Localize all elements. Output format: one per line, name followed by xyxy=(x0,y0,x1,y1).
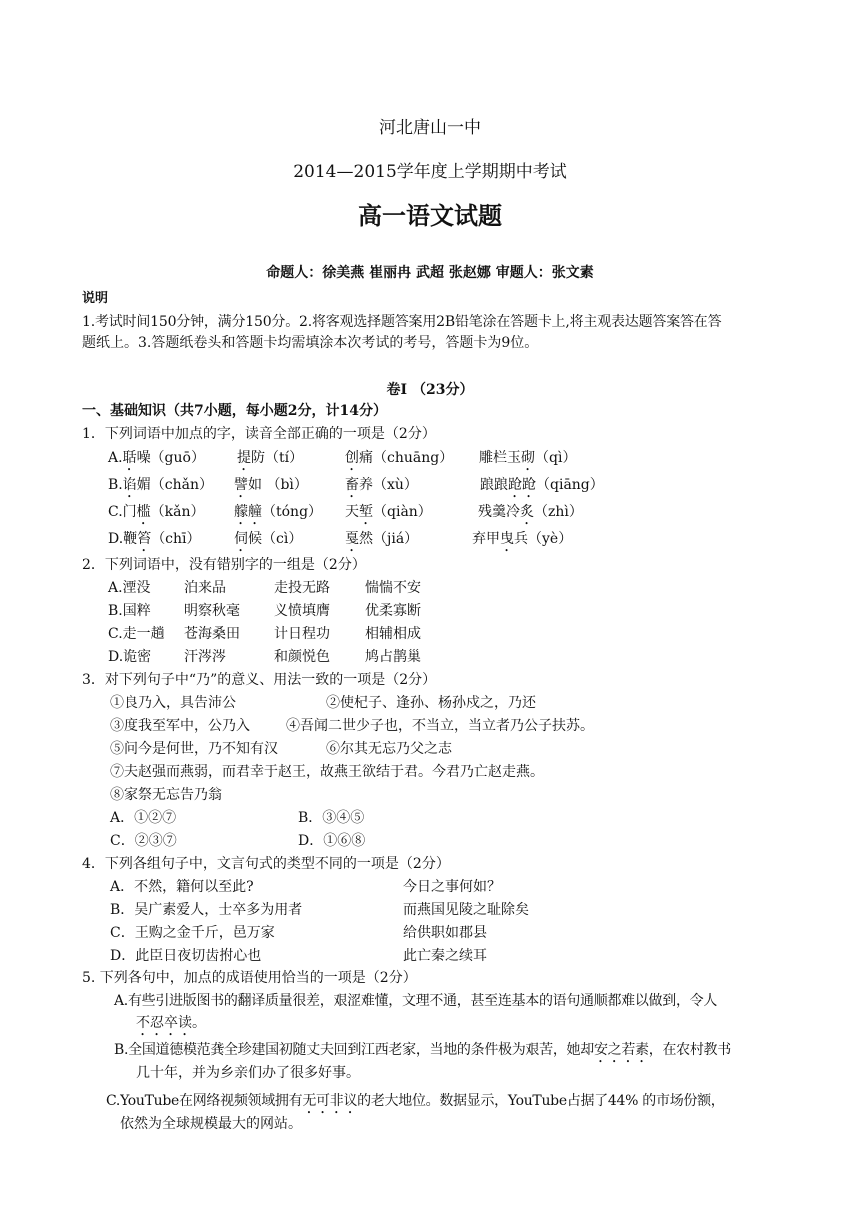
q4-option-d-right: 此亡秦之续耳 xyxy=(403,948,487,964)
q2-option-b-word-3: 义愤填膺 xyxy=(274,603,330,619)
q2-option-c-word-2: 苍海桑田 xyxy=(184,626,240,642)
q1-option-b-term-2: 譬如 （bì） xyxy=(234,477,308,493)
q2-option-d-word-4: 鸠占鹊巢 xyxy=(365,649,421,665)
q3-sentence-5: ⑤问今是何世，乃不知有汉 xyxy=(110,741,278,757)
q5-option-c-line-1: C.YouTube在网络视频领域拥有无可非议的老大地位。数据显示，YouTube占据了44% 的市场份额， xyxy=(106,1093,725,1109)
q3-sentence-3: ③度我至军中，公乃入 xyxy=(110,718,250,734)
q4-option-c-right: 给供职如郡县 xyxy=(403,925,487,941)
q4-option-d-left: D．此臣日夜切齿拊心也 xyxy=(110,948,262,964)
page-title: 高一语文试题 xyxy=(358,202,502,230)
q2-option-a-word-2: 泊来品 xyxy=(184,580,226,596)
q3-sentence-6: ⑥尔其无忘乃父之志 xyxy=(326,741,452,757)
volume-heading: 卷Ⅰ （23分） xyxy=(386,382,474,398)
q2-option-b-word-1: B.国粹 xyxy=(108,603,151,619)
q2-option-b-word-4: 优柔寡断 xyxy=(365,603,421,619)
q2-option-d-word-1: D.诡密 xyxy=(108,649,152,665)
exam-term: 2014—2015学年度上学期期中考试 xyxy=(293,162,567,182)
q1-option-d-term-4: 弃甲曳兵（yè） xyxy=(472,531,573,547)
q2-option-a-word-4: 惴惴不安 xyxy=(365,580,421,596)
q4-option-b-right: 而燕国见陵之耻除矣 xyxy=(403,902,529,918)
question-1-stem: 1．下列词语中加点的字，读音全部正确的一项是（2分） xyxy=(82,426,436,442)
q2-option-c-word-1: C.走一趟 xyxy=(108,626,165,642)
q2-option-a-word-3: 走投无路 xyxy=(274,580,330,596)
q2-option-a-word-1: A.湮没 xyxy=(108,580,151,596)
instructions-label: 说明 xyxy=(82,291,109,306)
q3-sentence-7: ⑦夫赵强而燕弱，而君幸于赵王，故燕王欲结于君。今君乃亡赵走燕。 xyxy=(110,764,544,780)
q4-option-c-left: C．王购之金千斤，邑万家 xyxy=(110,925,275,941)
school-name: 河北唐山一中 xyxy=(379,118,481,138)
q2-option-c-word-4: 相辅相成 xyxy=(365,626,421,642)
q5-option-a-line-2: 不忍卒读。 xyxy=(136,1015,206,1031)
q1-option-a-term-1: A.聒噪（guō） xyxy=(108,450,205,466)
q3-sentence-4: ④吾闻二世少子也，不当立，当立者乃公子扶苏。 xyxy=(286,718,594,734)
q1-option-b-term-1: B.谄媚（chǎn） xyxy=(108,477,213,493)
q1-option-c-term-4: 残羹冷炙（zhì） xyxy=(478,504,583,520)
q3-option-b: B．③④⑤ xyxy=(298,810,365,826)
q3-option-d: D．①⑥⑧ xyxy=(298,833,366,849)
q5-option-c-line-2: 依然为全球规模最大的网站。 xyxy=(120,1116,302,1132)
q5-option-b-line-2: 几十年，并为乡亲们办了很多好事。 xyxy=(136,1065,360,1081)
q1-option-d-term-2: 伺候（cì） xyxy=(234,531,303,547)
q5-option-c-idiom: 无可非议 xyxy=(302,1093,358,1109)
q2-option-d-word-3: 和颜悦色 xyxy=(274,649,330,665)
q1-option-d-term-3: 戛然（jiá） xyxy=(345,531,419,547)
instructions-line-1: 1.考试时间150分钟，满分150分。2.将客观选择题答案用2B铅笔涂在答题卡上,将主观表达题答案答在答 xyxy=(82,314,722,330)
q2-option-b-word-2: 明察秋毫 xyxy=(184,603,240,619)
q1-option-b-term-4: 踉踉跄跄（qiāng） xyxy=(480,477,604,493)
instructions-line-2: 题纸上。3.答题纸卷头和答题卡均需填涂本次考试的考号，答题卡为9位。 xyxy=(82,335,539,351)
question-2-stem: 2．下列词语中，没有错别字的一组是（2分） xyxy=(82,557,366,573)
authors-line: 命题人：徐美燕 崔丽冉 武超 张赵娜 审题人：张文素 xyxy=(266,265,594,281)
q3-sentence-1: ①良乃入，具告沛公 xyxy=(110,695,236,711)
q4-option-b-left: B．吴广素爱人，士卒多为用者 xyxy=(110,902,303,918)
q3-option-a: A．①②⑦ xyxy=(110,810,177,826)
q1-option-c-term-1: C.门槛（kǎn） xyxy=(108,504,205,520)
q5-option-b-idiom: 安之若素 xyxy=(593,1042,649,1058)
question-3-stem: 3．对下列句子中“乃”的意义、用法一致的一项是（2分） xyxy=(82,672,437,688)
question-5-stem: 5. 下列各句中，加点的成语使用恰当的一项是（2分） xyxy=(82,970,417,986)
q1-option-c-term-3: 天堑（qiàn） xyxy=(345,504,432,520)
q2-option-d-word-2: 汗涔涔 xyxy=(184,649,226,665)
q3-sentence-8: ⑧家祭无忘告乃翁 xyxy=(110,787,222,803)
q5-option-a-idiom: 不忍卒读 xyxy=(136,1015,192,1031)
q2-option-c-word-3: 计日程功 xyxy=(274,626,330,642)
q3-option-c: C．②③⑦ xyxy=(110,833,177,849)
q1-option-a-term-2: 提防（tí） xyxy=(237,450,304,466)
question-4-stem: 4．下列各组句子中，文言句式的类型不同的一项是（2分） xyxy=(82,856,450,872)
section-heading: 一、基础知识（共7小题，每小题2分，计14分） xyxy=(82,403,387,419)
q5-option-a-line-1: A.有些引进版图书的翻译质量很差，艰涩难懂，文理不通，甚至连基本的语句通顺都难以做到，令人 xyxy=(114,993,718,1009)
q1-option-b-term-3: 畜养（xù） xyxy=(345,477,418,493)
q3-sentence-2: ②使杞子、逢孙、杨孙戍之，乃还 xyxy=(326,695,536,711)
q4-option-a-right: 今日之事何如？ xyxy=(403,879,501,895)
q1-option-a-term-4: 雕栏玉砌（qì） xyxy=(479,450,577,466)
q4-option-a-left: A．不然，籍何以至此? xyxy=(110,879,254,895)
q1-option-a-term-3: 创痛（chuāng） xyxy=(345,450,454,466)
q1-option-c-term-2: 艨艟（tóng） xyxy=(234,504,323,520)
q1-option-d-term-1: D.鞭笞（chī） xyxy=(108,531,201,547)
q5-option-b-line-1: B.全国道德模范龚全珍建国初随丈夫回到江西老家，当地的条件极为艰苦，她却安之若素，在农村教书 xyxy=(114,1042,731,1058)
